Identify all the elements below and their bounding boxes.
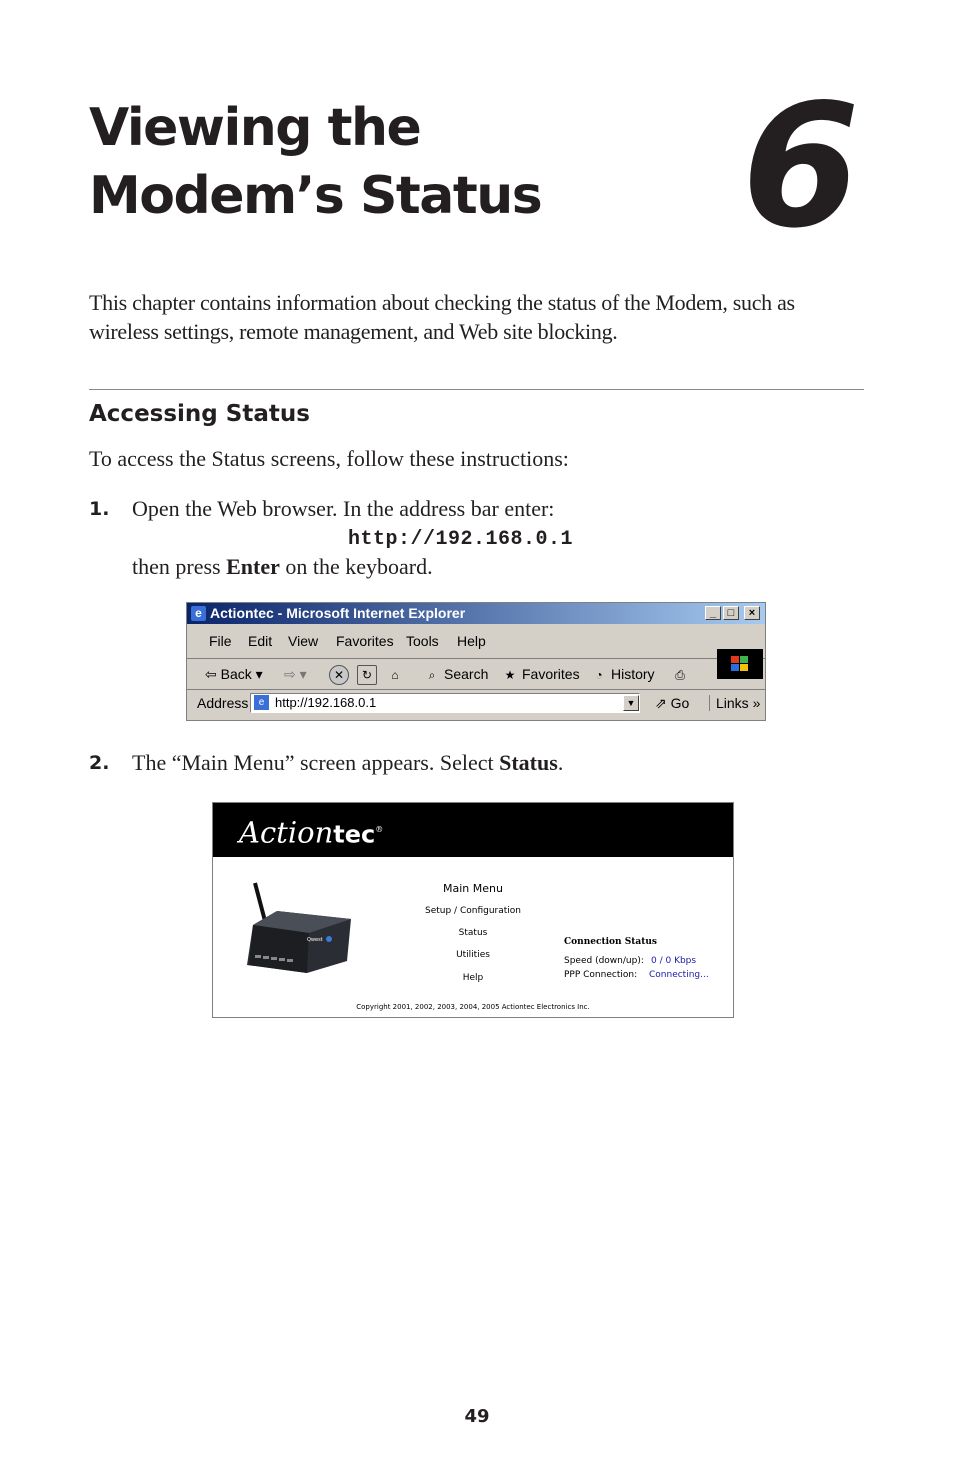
- logo-tec: tec: [333, 820, 376, 849]
- status-keyword: Status: [499, 750, 558, 775]
- refresh-button[interactable]: [357, 664, 380, 685]
- step-1-url: http://192.168.0.1: [348, 528, 574, 551]
- step-1-number: 1.: [89, 498, 110, 520]
- registered-mark-icon: ®: [375, 825, 384, 834]
- menu-view[interactable]: View: [288, 633, 319, 649]
- menu-help[interactable]: Help: [457, 633, 486, 649]
- go-arrow-icon: ⇗: [655, 695, 671, 711]
- modem-image: [247, 881, 351, 975]
- section-lead: To access the Status screens, follow these instructions:: [89, 446, 569, 471]
- search-label: Search: [444, 666, 489, 682]
- chapter-title: [89, 94, 649, 230]
- search-icon: ⌕: [428, 668, 436, 683]
- step-2-text-pre: The “Main Menu” screen appears. Select: [132, 750, 500, 775]
- menu-file[interactable]: File: [209, 633, 232, 649]
- main-menu-screenshot: [212, 802, 734, 1018]
- main-menu-title: Main Menu: [443, 882, 503, 895]
- back-label: Back: [220, 666, 252, 682]
- browser-toolbar: [187, 659, 765, 690]
- browser-menubar: [187, 625, 765, 659]
- refresh-icon: ↻: [357, 665, 377, 685]
- step-1-followup: [132, 553, 433, 581]
- intro-paragraph: This chapter contains information about checking the status of the Modem, such as wireless settings, remote management, and Web site blocking.: [89, 290, 795, 344]
- forward-arrow-icon: ⇨ ▾: [284, 666, 307, 682]
- page-icon: e: [254, 695, 269, 710]
- home-icon: ⌂: [391, 668, 399, 683]
- menu-tools[interactable]: Tools: [406, 633, 439, 649]
- stop-button[interactable]: [329, 664, 352, 685]
- antenna: [255, 883, 265, 921]
- favorites-button[interactable]: [501, 664, 580, 684]
- address-input[interactable]: [250, 693, 640, 713]
- menu-link-setup[interactable]: Setup / Configuration: [425, 906, 521, 916]
- links-button[interactable]: [709, 695, 760, 711]
- ie-icon: e: [191, 606, 206, 621]
- chapter-number: 6: [741, 68, 860, 266]
- links-label: Links: [716, 695, 749, 711]
- chevron-right-icon: »: [752, 695, 761, 711]
- menu-link-help[interactable]: Help: [462, 973, 484, 983]
- go-label: Go: [670, 695, 690, 711]
- device-brand-label: Qwest: [307, 937, 323, 943]
- address-value: http://192.168.0.1: [275, 695, 377, 710]
- favorites-icon: ★: [504, 668, 516, 683]
- actiontec-header: [213, 803, 733, 857]
- logo-action: Action: [239, 815, 334, 850]
- close-icon[interactable]: ×: [744, 606, 760, 620]
- browser-title: Actiontec - Microsoft Internet Explorer: [210, 605, 466, 621]
- speed-label: Speed (down/up):: [564, 956, 644, 966]
- menu-edit[interactable]: Edit: [248, 633, 273, 649]
- browser-screenshot: [186, 602, 766, 721]
- step-2-number: 2.: [89, 752, 110, 774]
- back-button[interactable]: ⇦ Back ▾: [205, 666, 263, 682]
- copyright-text: Copyright 2001, 2002, 2003, 2004, 2005 Actiontec Electronics Inc.: [356, 1003, 590, 1011]
- menu-link-utilities[interactable]: Utilities: [456, 950, 490, 960]
- ppp-label: PPP Connection:: [564, 970, 638, 980]
- connection-status-title: Connection Status: [564, 937, 657, 947]
- home-button[interactable]: [386, 664, 407, 684]
- forward-button[interactable]: [284, 664, 307, 684]
- menu-link-status[interactable]: Status: [458, 928, 488, 938]
- step-2-text: [132, 749, 563, 777]
- history-label: History: [611, 666, 655, 682]
- address-label: Address: [197, 695, 249, 711]
- section-divider: [89, 389, 864, 390]
- actiontec-logo: [239, 813, 383, 852]
- favorites-label: Favorites: [522, 666, 580, 682]
- search-button[interactable]: [423, 664, 488, 684]
- browser-titlebar: [187, 603, 765, 624]
- speed-value: 0 / 0 Kbps: [651, 956, 697, 966]
- menu-favorites[interactable]: Favorites: [336, 633, 394, 649]
- chapter-title-line2: Modem’s Status: [89, 166, 542, 226]
- history-button[interactable]: [590, 664, 655, 684]
- ppp-value: Connecting...: [649, 970, 709, 980]
- browser-address-bar: [187, 689, 765, 720]
- back-arrow-icon: ⇦: [205, 666, 221, 682]
- step-1-followup-post: on the keyboard.: [279, 554, 433, 579]
- page-number: 49: [464, 1406, 490, 1427]
- history-icon: ◔: [595, 668, 603, 683]
- enter-key-label: Enter: [226, 554, 280, 579]
- address-dropdown-icon[interactable]: ▼: [623, 695, 639, 711]
- step-1-followup-pre: then press: [132, 554, 227, 579]
- print-button[interactable]: [671, 664, 692, 684]
- minimize-icon[interactable]: _: [705, 606, 721, 620]
- chapter-title-line1: Viewing the: [89, 98, 421, 158]
- step-2-text-post: .: [557, 750, 564, 775]
- print-icon: ⎙: [675, 668, 685, 683]
- step-1-text: Open the Web browser. In the address bar enter:: [132, 496, 555, 521]
- section-heading: Accessing Status: [89, 401, 310, 427]
- maximize-icon[interactable]: □: [723, 606, 739, 620]
- go-button[interactable]: [655, 695, 689, 712]
- stop-icon: ✕: [329, 665, 349, 685]
